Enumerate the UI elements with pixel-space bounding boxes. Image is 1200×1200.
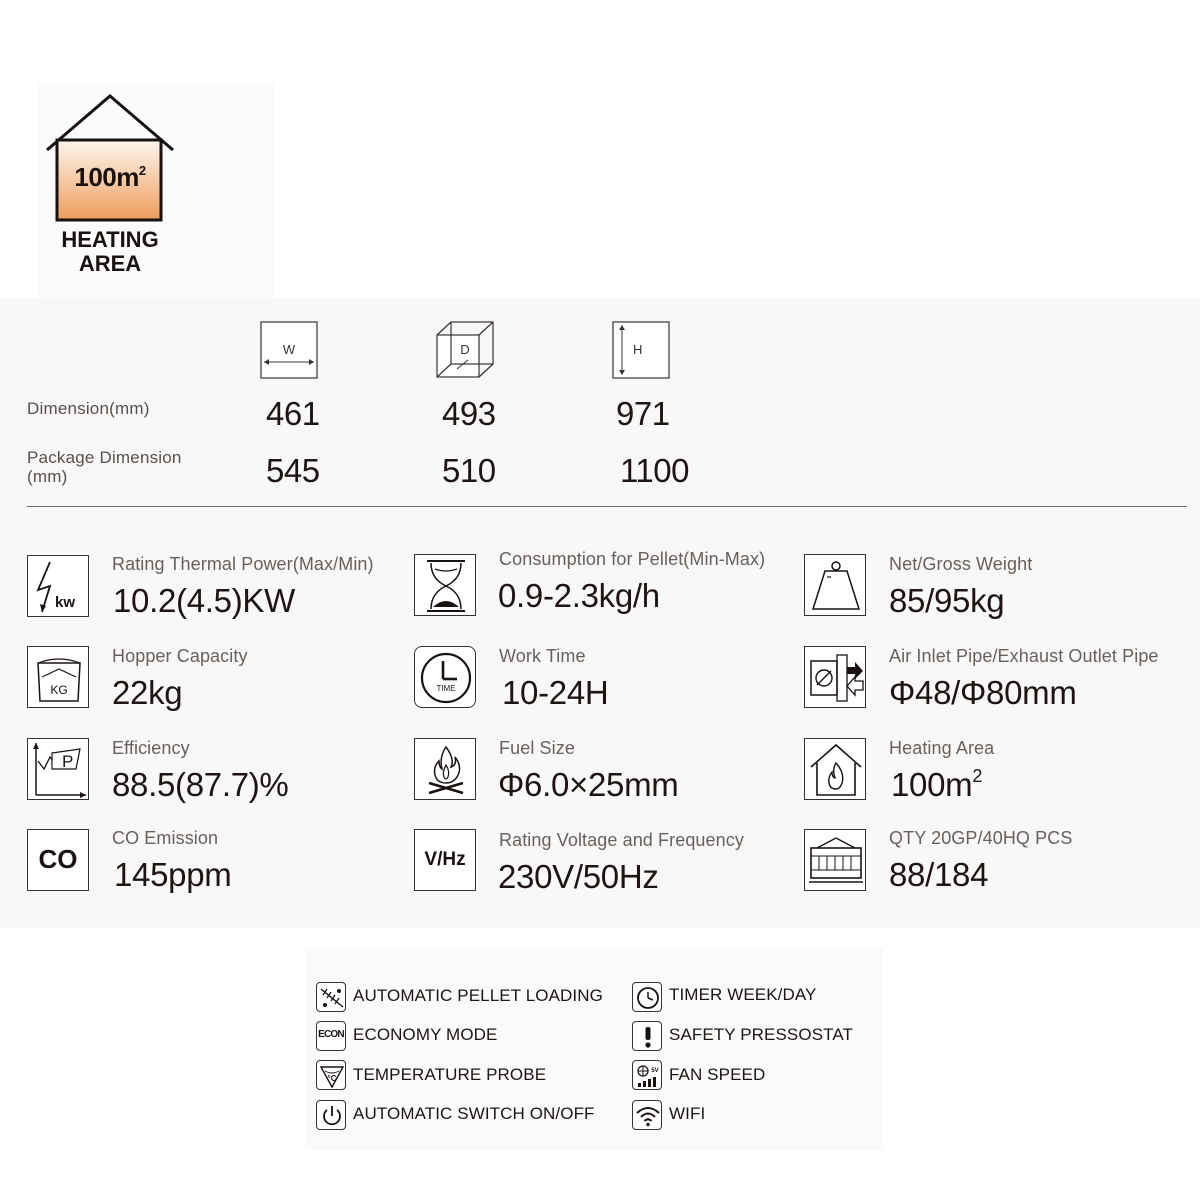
feature-label: ECONOMY MODE (353, 1025, 498, 1044)
dimension-depth-value: 493 (442, 395, 496, 432)
spec-value: 145ppm (114, 856, 232, 893)
pellet-loading-icon (316, 982, 346, 1012)
divider (27, 506, 1187, 507)
spec-label: Heating Area (889, 738, 995, 758)
dimension-label: Dimension(mm) (27, 399, 150, 418)
spec-value: 85/95kg (889, 582, 1005, 619)
spec-value: 88.5(87.7)% (112, 766, 289, 803)
badge-label: HEATING AREA (61, 227, 159, 276)
spec-value: $100m^2$ (891, 766, 983, 803)
feature-label: SAFETY PRESSOSTAT (669, 1025, 854, 1044)
badge-area-value: $100m^2$ (74, 162, 146, 192)
svg-text:5V: 5V (651, 1068, 659, 1074)
feature-label: TIMER WEEK/DAY (669, 985, 817, 1004)
dimension-width-value: 461 (266, 395, 320, 432)
spec-value: Φ48/Φ80mm (889, 674, 1077, 711)
spec-label: CO Emission (112, 828, 219, 848)
house-icon (44, 94, 176, 224)
wifi-icon (632, 1100, 662, 1130)
spec-label: Fuel Size (499, 738, 575, 758)
package-width-value: 545 (266, 452, 320, 489)
depth-icon (435, 320, 495, 380)
spec-label: Hopper Capacity (112, 646, 248, 666)
dimension-height-value: 971 (616, 395, 670, 432)
spec-label: Air Inlet Pipe/Exhaust Outlet Pipe (889, 646, 1159, 666)
hopper-capacity-icon (27, 646, 89, 708)
svg-text:P: P (62, 752, 74, 771)
spec-label: QTY 20GP/40HQ PCS (889, 828, 1073, 848)
econ-icon: ECON (316, 1021, 346, 1051)
spec-label: Efficiency (112, 738, 190, 758)
timer-icon (632, 982, 662, 1012)
spec-value: 10.2(4.5)KW (113, 582, 295, 619)
fire-icon (414, 738, 476, 800)
spec-label: Net/Gross Weight (889, 554, 1033, 574)
feature-label: FAN SPEED (669, 1065, 766, 1084)
pipe-icon (804, 646, 866, 708)
height-icon (612, 321, 670, 379)
hourglass-icon (414, 554, 476, 616)
exclamation-icon (632, 1021, 662, 1051)
svg-text:°C: °C (327, 1074, 337, 1083)
svg-text:TIME: TIME (436, 684, 456, 693)
spec-value: Φ6.0×25mm (498, 766, 679, 803)
temperature-probe-icon (316, 1060, 346, 1090)
spec-label: Consumption for Pellet(Min-Max) (499, 549, 766, 569)
voltage-icon: V/Hz (414, 829, 476, 891)
package-dimension-label: Package Dimension (mm) (27, 448, 182, 486)
svg-text:W: W (282, 342, 296, 357)
fan-speed-icon (632, 1060, 662, 1090)
spec-value: 22kg (112, 674, 183, 711)
spec-value: 0.9-2.3kg/h (498, 577, 660, 614)
feature-label: AUTOMATIC SWITCH ON/OFF (353, 1104, 595, 1123)
feature-label: TEMPERATURE PROBE (353, 1065, 547, 1084)
spec-value: 230V/50Hz (498, 858, 659, 895)
package-depth-value: 510 (442, 452, 496, 489)
spec-label: Rating Thermal Power(Max/Min) (112, 554, 374, 574)
weight-icon (804, 554, 866, 616)
width-icon (260, 321, 318, 379)
feature-label: WIFI (669, 1104, 706, 1123)
spec-value: 88/184 (889, 856, 989, 893)
power-switch-icon (316, 1100, 346, 1130)
clock-time-icon (414, 646, 476, 708)
spec-label: Work Time (499, 646, 586, 666)
efficiency-icon (27, 738, 89, 800)
svg-text:kw: kw (55, 594, 76, 611)
thermal-power-icon (27, 555, 89, 617)
container-icon (804, 829, 866, 891)
svg-text:H: H (633, 342, 643, 357)
co-emission-icon: CO (27, 829, 89, 891)
svg-text:D: D (460, 342, 470, 357)
package-height-value: 1100 (620, 452, 689, 489)
spec-value: 10-24H (502, 674, 609, 711)
spec-label: Rating Voltage and Frequency (499, 830, 744, 850)
house-flame-icon (804, 738, 866, 800)
svg-text:KG: KG (50, 683, 68, 697)
feature-label: AUTOMATIC PELLET LOADING (353, 986, 603, 1005)
